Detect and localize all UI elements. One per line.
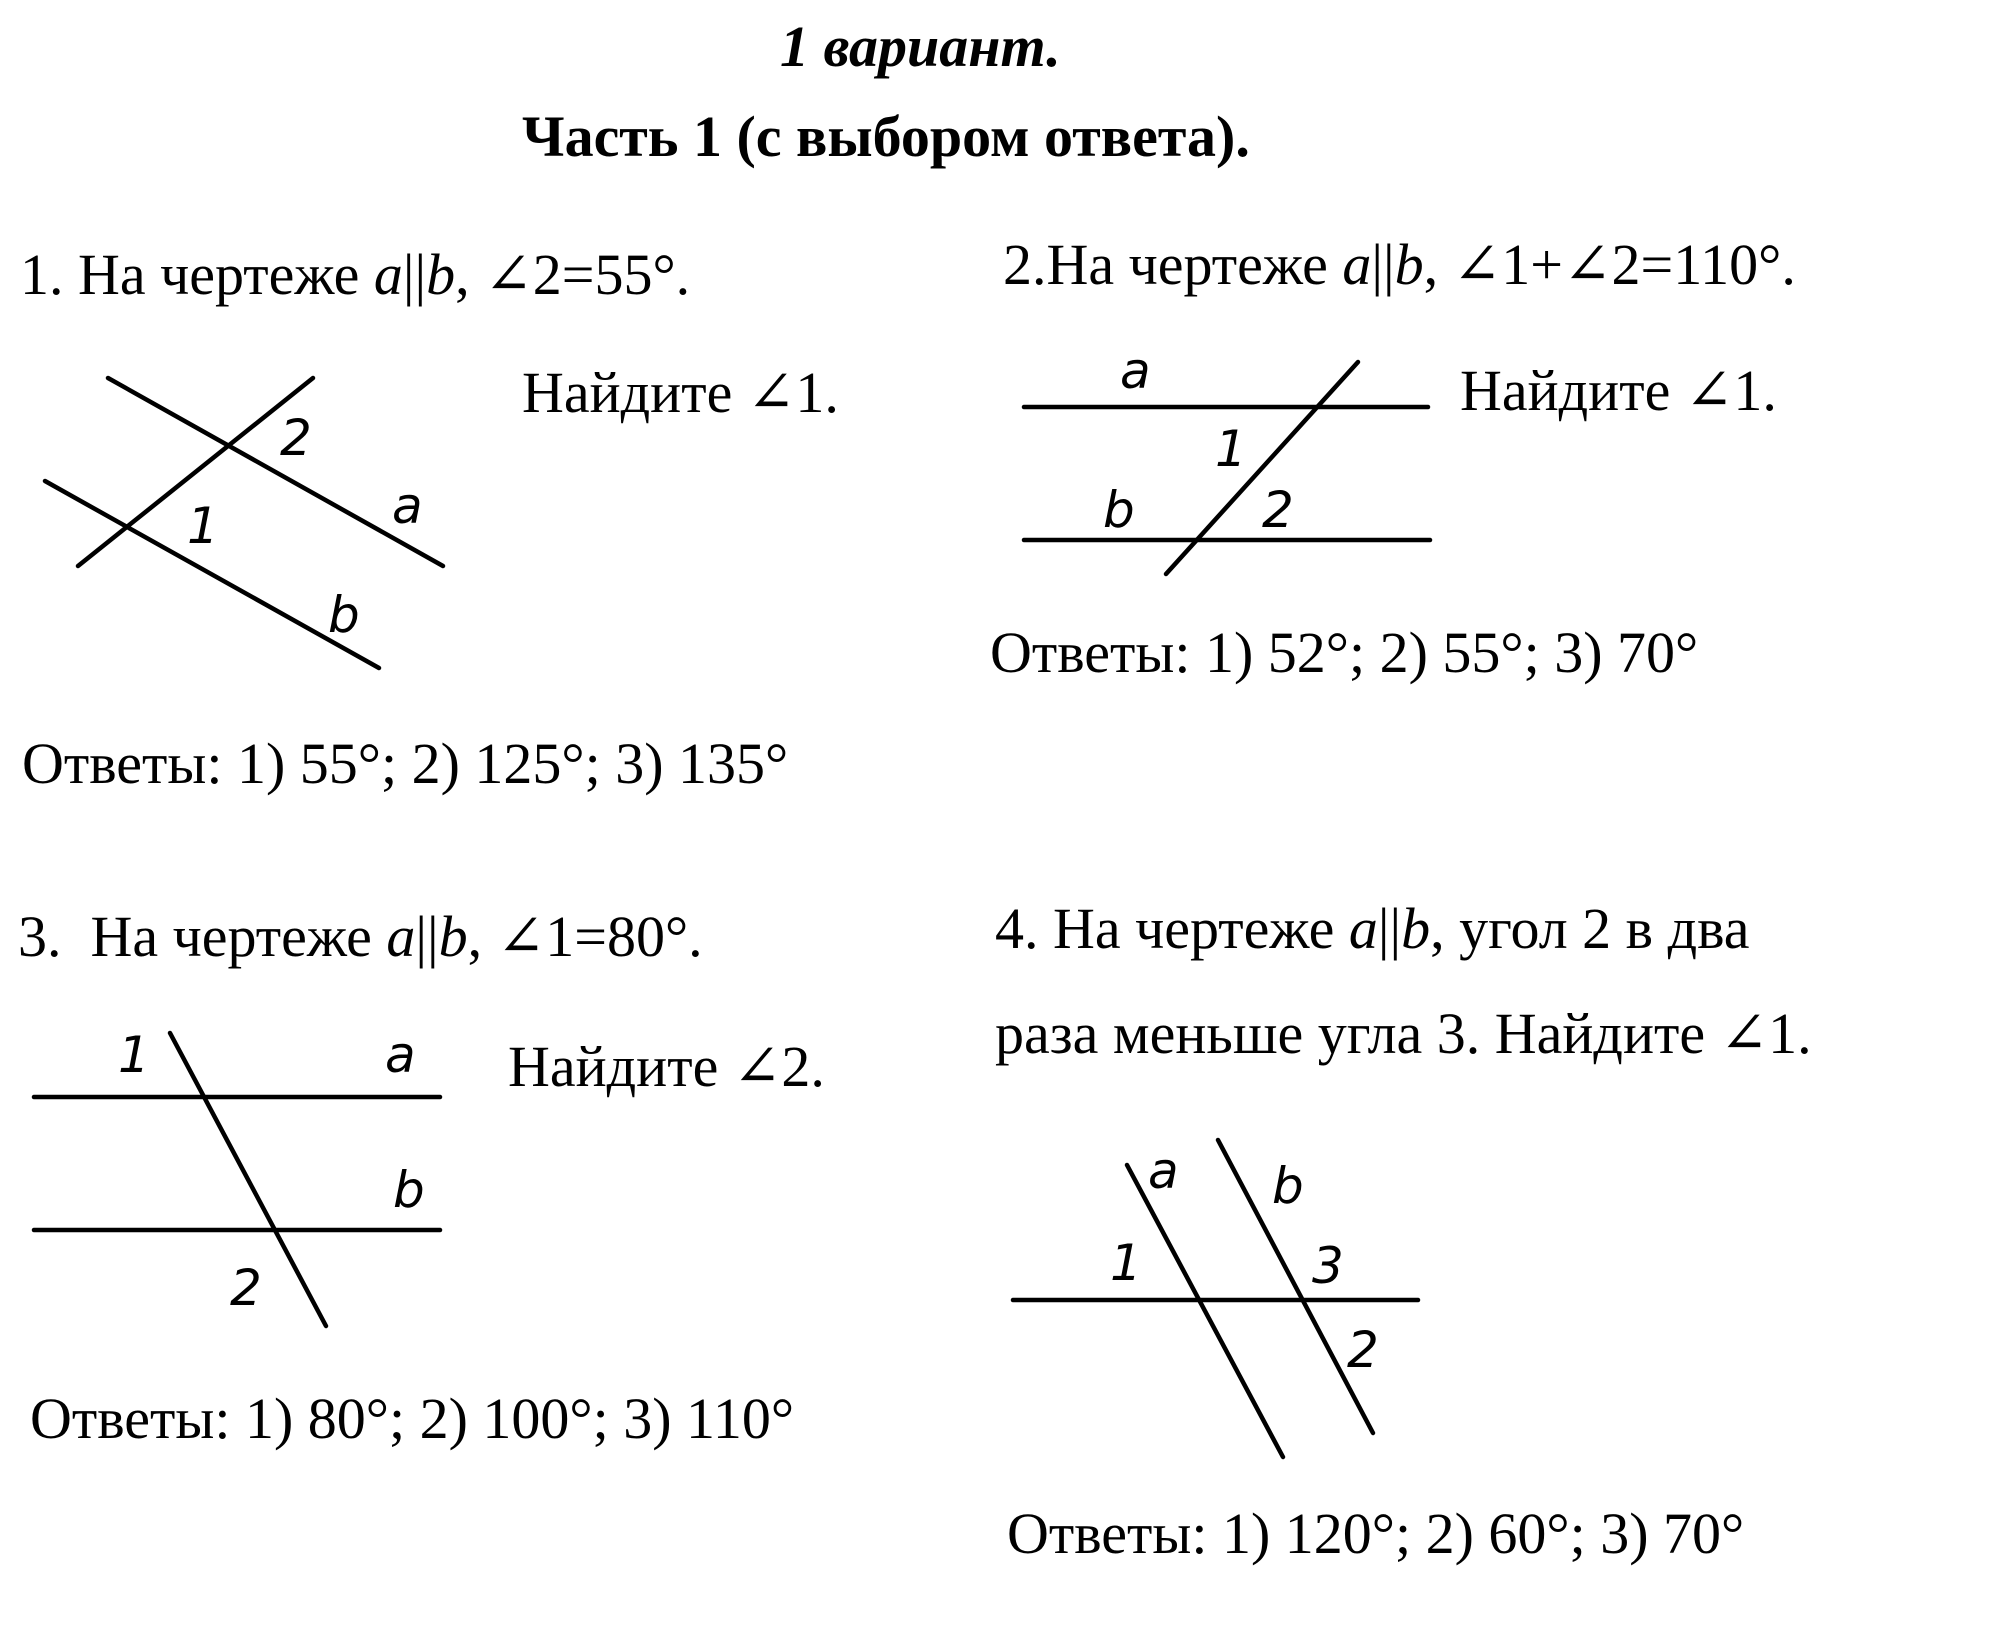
task-1-parallel: || (402, 242, 427, 307)
task-4-statement-line2: раза меньше угла 3. Найдите ∠1. (995, 1001, 1812, 1066)
task-1-var-b: b (426, 242, 456, 307)
task-2-answers: Ответы: 1) 52°; 2) 55°; 3) 70° (990, 620, 1699, 685)
task-3-var-b: b (438, 904, 468, 969)
task-3-label-a: a (385, 1026, 416, 1084)
task-3-parallel: || (415, 904, 439, 969)
task-3-pre: На чертеже (90, 904, 387, 969)
task-3-var-a: a (386, 904, 416, 969)
task-1-label-a: a (392, 477, 423, 535)
task-2-var-a: a (1342, 232, 1372, 297)
task-2-pre: На чертеже (1046, 232, 1343, 297)
task-3-question: Найдите ∠2. (508, 1034, 825, 1099)
task-4-var-b: b (1401, 896, 1431, 961)
task-2-question: Найдите ∠1. (1460, 358, 1777, 423)
task-3-answers: Ответы: 1) 80°; 2) 100°; 3) 110° (30, 1386, 795, 1451)
task-3-condition: , ∠1=80°. (467, 904, 703, 969)
task-3-label-b: b (393, 1161, 425, 1219)
task-4-label-a: a (1148, 1142, 1179, 1200)
task-1-question: Найдите ∠1. (522, 360, 839, 425)
task-4-parallel: || (1377, 896, 1402, 961)
task-1-answers: Ответы: 1) 55°; 2) 125°; 3) 135° (22, 731, 789, 796)
task-1-label-b: b (328, 586, 360, 644)
task-4-answers: Ответы: 1) 120°; 2) 60°; 3) 70° (1007, 1501, 1745, 1566)
task-1-var-a: a (373, 242, 403, 307)
task-4-line-a (1127, 1165, 1283, 1457)
task-4-pre: На чертеже (1053, 896, 1349, 961)
task-4-label-b: b (1272, 1157, 1304, 1215)
variant-title: 1 вариант. (780, 14, 1061, 79)
task-4-number: 4. (995, 896, 1039, 961)
task-3-label-1: 1 (118, 1026, 150, 1084)
task-4-label-3: 3 (1312, 1237, 1344, 1295)
task-4-condition: , угол 2 в два (1430, 896, 1750, 961)
task-4-var-a: a (1348, 896, 1378, 961)
task-2-label-a: a (1120, 342, 1151, 400)
task-2-label-2: 2 (1262, 481, 1294, 539)
task-2-condition: , ∠1+∠2=110°. (1423, 232, 1796, 297)
task-4-label-1: 1 (1110, 1234, 1142, 1292)
task-2-var-b: b (1394, 232, 1424, 297)
task-1-label-2: 2 (280, 409, 312, 467)
task-3-number: 3. (18, 904, 62, 969)
task-1-condition: , ∠2=55°. (455, 242, 691, 307)
task-2-label-1: 1 (1215, 420, 1247, 478)
task-3-label-2: 2 (230, 1259, 262, 1317)
task-2-label-b: b (1103, 481, 1135, 539)
task-2-parallel: || (1371, 232, 1395, 297)
task-4-label-2: 2 (1347, 1321, 1379, 1379)
task-1-pre: На чертеже (78, 242, 374, 307)
task-2-number: 2. (1003, 232, 1047, 297)
task-1-label-1: 1 (187, 497, 219, 555)
part-title: Часть 1 (с выбором ответа). (522, 104, 1250, 169)
task-1-number: 1. (20, 242, 64, 307)
